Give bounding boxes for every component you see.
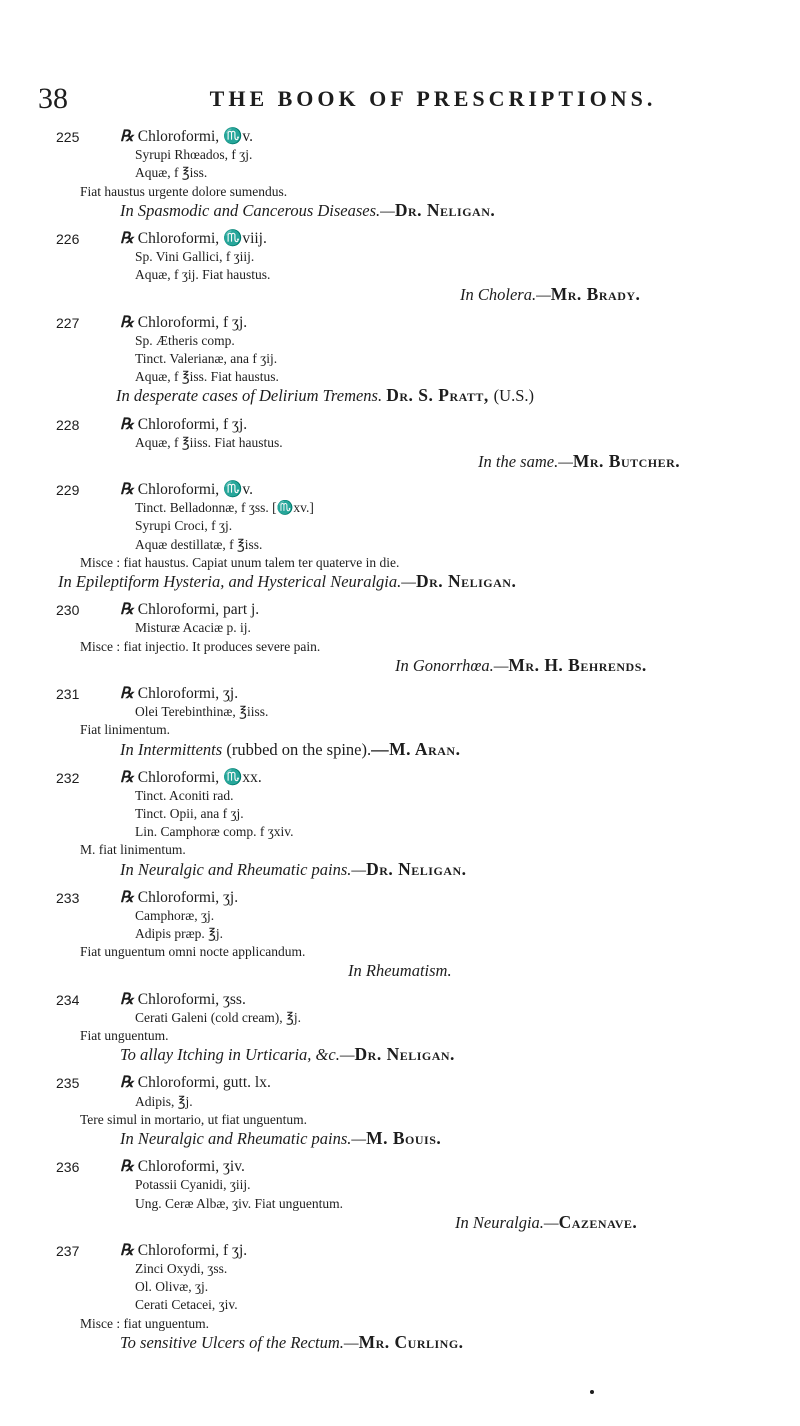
prescription-number: 236 [56, 1159, 80, 1176]
heading-text: In Neuralgic and Rheumatic pains.— [120, 859, 367, 879]
recipe-text: Chloroformi, ♏v. [133, 128, 253, 145]
prescription-line: Zinci Oxydi, ʒss. [135, 1261, 228, 1277]
heading-text: To allay Itching in Urticaria, &c.— [120, 1045, 355, 1065]
prescription-line: Fiat unguentum omni nocte applicandum. [80, 944, 306, 960]
prescription-line: Syrupi Croci, f ʒj. [135, 518, 233, 534]
heading-text: In Intermittents [120, 739, 227, 759]
section-heading [116, 386, 534, 404]
recipe-line [120, 1074, 271, 1092]
heading-text: In Rheumatism. [348, 960, 452, 980]
recipe-text: Chloroformi, ʒiv. [133, 1158, 245, 1176]
printer-mark [590, 1390, 594, 1394]
page-header [38, 82, 758, 122]
rx-symbol: ℞ [120, 313, 134, 331]
author: Dr. Neligan. [394, 199, 496, 220]
prescription-line: Misturæ Acaciæ p. ij. [135, 620, 251, 636]
prescription-number: 235 [56, 1075, 80, 1092]
recipe-line [120, 889, 238, 907]
rx-symbol: ℞ [120, 481, 134, 499]
section-heading [120, 201, 495, 219]
author: Mr. Curling. [358, 1331, 464, 1352]
prescription-line: Tere simul in mortario, ut fiat unguentum. [80, 1111, 308, 1127]
author: —M. Aran. [371, 738, 461, 759]
recipe-line [120, 1158, 245, 1176]
recipe-text: Chloroformi, ♏v. [133, 481, 253, 499]
rx-symbol: ℞ [120, 888, 134, 906]
section-heading [395, 656, 647, 674]
section-heading [348, 962, 452, 980]
recipe-line [120, 314, 247, 332]
prescription-number: 228 [56, 416, 80, 433]
prescription-number: 237 [56, 1242, 80, 1259]
prescription-number: 226 [56, 230, 80, 247]
recipe-text: Chloroformi, gutt. lx. [133, 1074, 271, 1092]
prescription-line: Lin. Camphoræ comp. f ʒxiv. [135, 824, 294, 840]
prescription-line: Fiat unguentum. [80, 1028, 169, 1044]
section-heading [460, 285, 640, 303]
prescription-line: Tinct. Valerianæ, ana f ʒij. [135, 351, 278, 367]
section-heading [120, 1045, 455, 1063]
heading-text: In Neuralgia.— [455, 1212, 559, 1232]
author: Dr. Neligan. [354, 1044, 455, 1065]
recipe-line [120, 416, 247, 434]
author: Dr. Neligan. [366, 858, 467, 879]
rx-symbol: ℞ [120, 990, 134, 1008]
section-heading [120, 1129, 441, 1147]
recipe-text: Chloroformi, part j. [133, 601, 260, 619]
recipe-line [120, 685, 238, 703]
recipe-line [120, 769, 262, 787]
prescription-line: Adipis, ℥j. [135, 1093, 193, 1109]
section-heading [120, 1333, 464, 1351]
recipe-text: Chloroformi, f ʒj. [133, 415, 248, 433]
heading-text: In desperate cases of Delirium Tremens. [116, 386, 387, 406]
recipe-text: Chloroformi, ♏xx. [133, 768, 262, 786]
author: Dr. S. Pratt, [386, 385, 494, 406]
prescription-line: Aquæ destillatæ, f ℥iss. [135, 536, 263, 552]
author: Dr. Neligan. [415, 571, 517, 592]
prescription-line: Sp. Vini Gallici, f ʒiij. [135, 249, 255, 265]
author: Cazenave. [558, 1211, 638, 1232]
recipe-line [120, 991, 246, 1009]
section-heading [120, 740, 460, 758]
recipe-text: Chloroformi, ʒj. [133, 888, 239, 906]
recipe-text: Chloroformi, f ʒj. [133, 1241, 248, 1259]
prescription-number: 233 [56, 889, 80, 906]
section-heading [58, 572, 516, 590]
rx-symbol: ℞ [120, 768, 134, 786]
rx-symbol: ℞ [120, 415, 134, 433]
prescription-line: Aquæ, f ℥iss. [135, 165, 208, 181]
prescription-line: Aquæ, f ℥iiss. Fiat haustus. [135, 434, 283, 450]
prescription-number: 227 [56, 314, 80, 331]
recipe-text: Chloroformi, ♏viij. [133, 229, 267, 247]
author: Mr. H. Behrends. [508, 654, 647, 675]
prescription-line: Aquæ, f ℥iss. Fiat haustus. [135, 369, 279, 385]
heading-text: In Spasmodic and Cancerous Diseases.— [120, 200, 395, 220]
prescription-line: Misce : fiat injectio. It produces severe pain. [80, 638, 321, 654]
heading-text: In Cholera.— [460, 284, 551, 304]
recipe-line [120, 1242, 247, 1260]
prescription-line: Syrupi Rhœados, f ʒj. [135, 147, 253, 163]
prescription-number: 232 [56, 769, 80, 786]
heading-text: To sensitive Ulcers of the Rectum.— [120, 1332, 359, 1352]
prescription-number: 225 [56, 129, 80, 145]
author-note: (U.S.) [493, 386, 535, 406]
rx-symbol: ℞ [120, 601, 134, 619]
rx-symbol: ℞ [120, 128, 134, 145]
prescription-line: Camphoræ, ʒj. [135, 907, 215, 923]
prescription-line: Cerati Galeni (cold cream), ℥j. [135, 1009, 301, 1025]
prescription-line: Potassii Cyanidi, ʒiij. [135, 1177, 251, 1193]
author: Mr. Brady. [550, 283, 641, 304]
prescription-line: Fiat linimentum. [80, 722, 170, 738]
section-heading [120, 860, 467, 878]
prescription-line: Fiat haustus urgente dolore sumendus. [80, 183, 288, 199]
running-title: THE BOOK OF PRESCRIPTIONS. [209, 86, 657, 111]
rx-symbol: ℞ [120, 1158, 134, 1176]
heading-text: In the same.— [478, 451, 573, 471]
prescription-line: Adipis præp. ℥j. [135, 926, 224, 942]
prescription-line: Aquæ, f ʒij. Fiat haustus. [135, 267, 271, 283]
recipe-line [120, 601, 259, 619]
prescription-line: M. fiat linimentum. [80, 842, 186, 858]
recipe-line [120, 128, 253, 146]
prescription-line: Tinct. Belladonnæ, f ʒss. [♏xv.] [135, 500, 314, 516]
prescription-line: Sp. Ætheris comp. [135, 332, 235, 348]
recipe-text: Chloroformi, f ʒj. [133, 313, 248, 331]
recipe-text: Chloroformi, ʒj. [133, 684, 239, 702]
recipe-line [120, 230, 267, 248]
recipe-text: Chloroformi, ʒss. [133, 990, 246, 1008]
prescription-line: Misce : fiat haustus. Capiat unum talem ter quaterve in die. [80, 554, 400, 570]
rx-symbol: ℞ [120, 1074, 134, 1092]
prescription-line: Tinct. Opii, ana f ʒj. [135, 806, 244, 822]
section-heading [455, 1213, 637, 1231]
heading-text: In Gonorrhœa.— [395, 655, 509, 675]
author: M. Bouis. [366, 1128, 442, 1148]
page-number: 38 [38, 82, 68, 115]
rx-symbol: ℞ [120, 1241, 134, 1259]
prescription-number: 230 [56, 602, 80, 619]
prescription-line: Olei Terebinthinæ, ℥iiss. [135, 704, 269, 720]
prescription-number: 229 [56, 482, 80, 499]
heading-note: (rubbed on the spine). [226, 739, 372, 759]
prescription-line: Cerati Cetacei, ʒiv. [135, 1297, 238, 1313]
author: Mr. Butcher. [572, 450, 681, 471]
prescription-number: 231 [56, 685, 80, 702]
rx-symbol: ℞ [120, 229, 134, 247]
section-heading [478, 452, 680, 470]
prescription-line: Ung. Ceræ Albæ, ʒiv. Fiat unguentum. [135, 1195, 343, 1211]
rx-symbol: ℞ [120, 684, 134, 702]
prescription-line: Tinct. Aconiti rad. [135, 787, 234, 803]
prescription-line: Misce : fiat unguentum. [80, 1315, 209, 1331]
heading-text: In Epileptiform Hysteria, and Hysterical Neuralgia.— [58, 572, 416, 592]
prescription-number: 234 [56, 991, 80, 1008]
heading-text: In Neuralgic and Rheumatic pains.— [120, 1129, 367, 1148]
prescription-line: Ol. Olivæ, ʒj. [135, 1279, 209, 1295]
recipe-line [120, 481, 253, 499]
